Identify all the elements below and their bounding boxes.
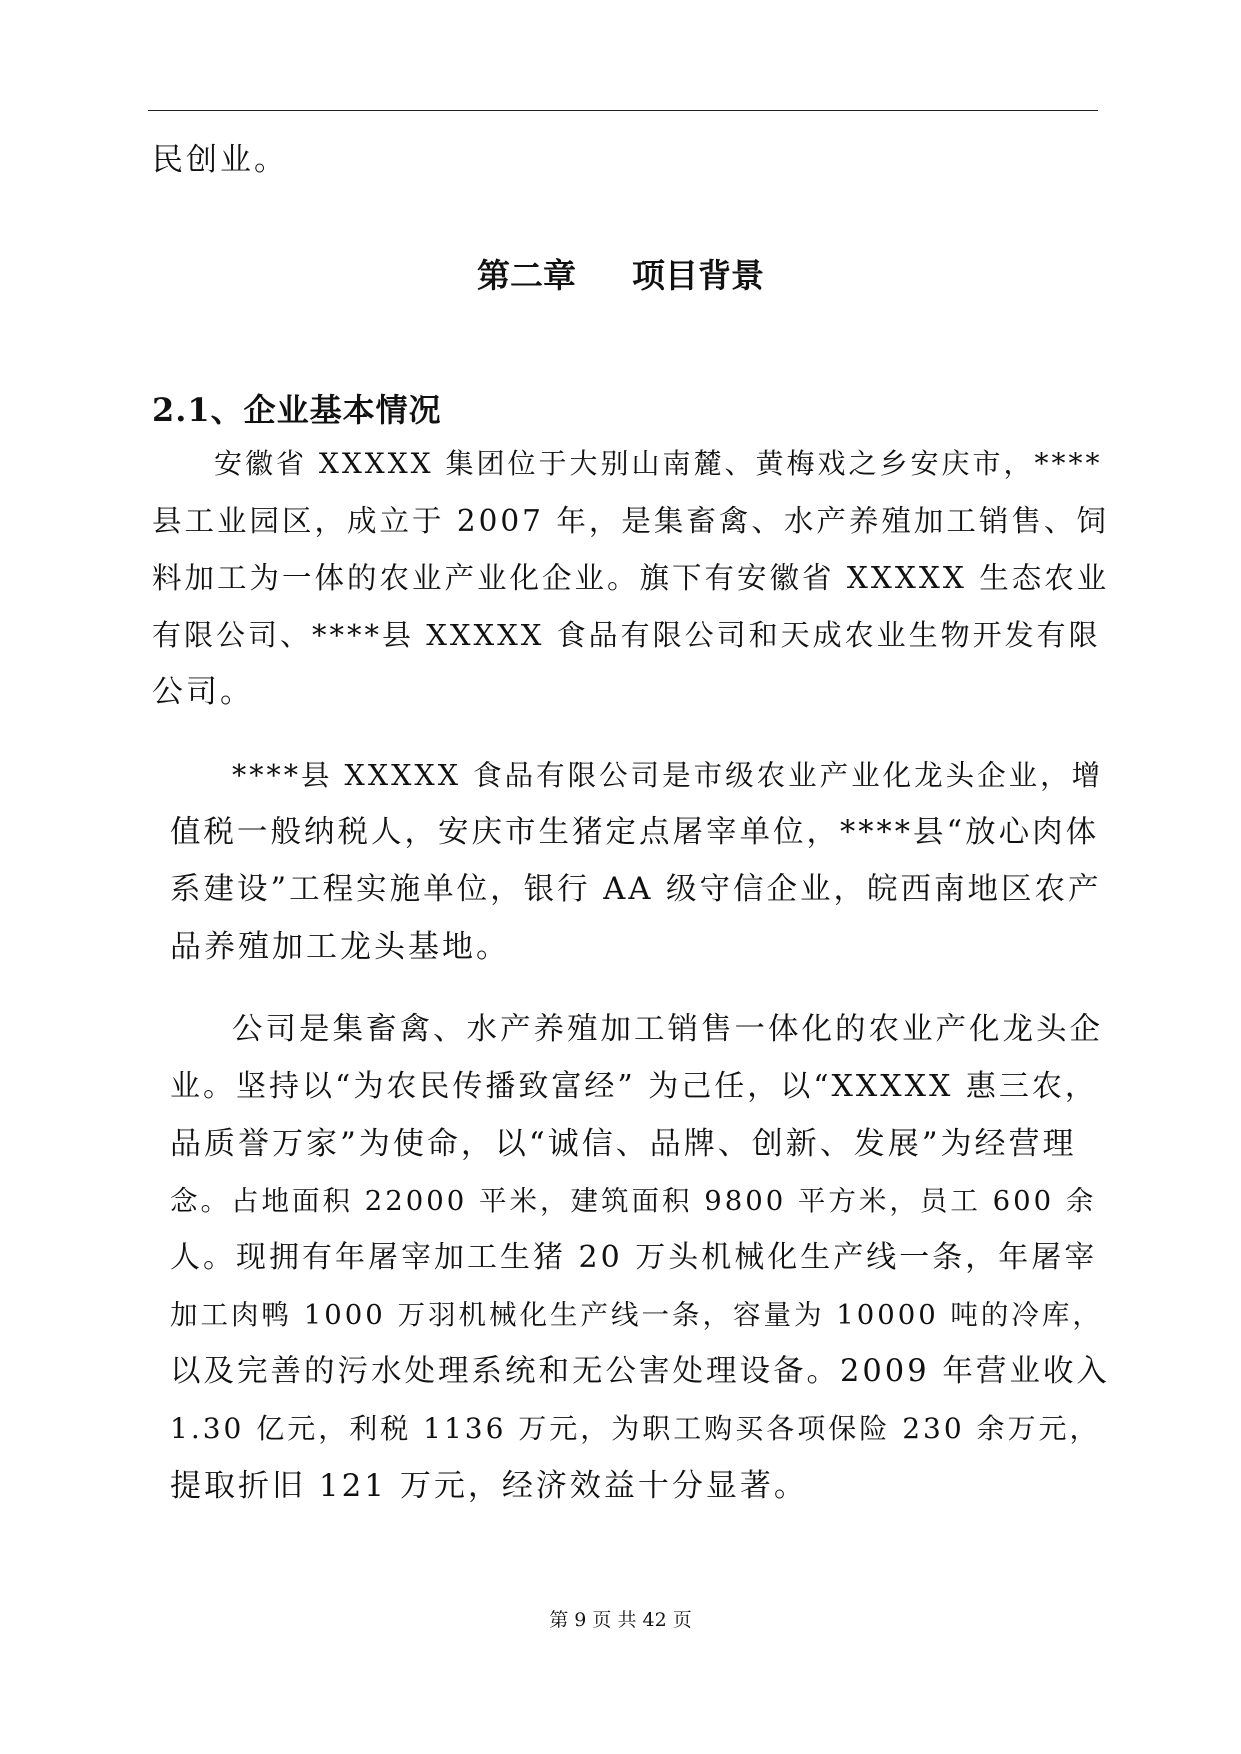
chapter-title	[0, 254, 1241, 298]
paragraph-line: 有限公司、****县 XXXXX 食品有限公司和天成农业生物开发有限	[152, 618, 1101, 652]
paragraph-line: 提取折旧 121 万元，经济效益十分显著。	[170, 1468, 808, 1504]
header-rule	[148, 110, 1098, 111]
paragraph-line: 公司。	[152, 674, 254, 710]
paragraph-line: ****县 XXXXX 食品有限公司是市级农业产业化龙头企业，增	[232, 759, 1104, 792]
paragraph-line: 县工业园区，成立于 2007 年，是集畜禽、水产养殖加工销售、饲	[152, 504, 1109, 538]
paragraph-line: 公司是集畜禽、水产养殖加工销售一体化的农业产化龙头企	[232, 1012, 1103, 1047]
paragraph-line: 值税一般纳税人，安庆市生猪定点屠宰单位，****县“放心肉体	[170, 815, 1100, 850]
paragraph-line: 品质誉万家”为使命，以“诚信、品牌、创新、发展”为经营理	[170, 1126, 1077, 1162]
paragraph-line: 念。占地面积 22000 平米，建筑面积 9800 平方米，员工 600 余	[170, 1185, 1097, 1217]
chapter-name: 项目背景	[632, 256, 764, 295]
paragraph-line: 业。坚持以“为农民传播致富经” 为己任，以“XXXXX 惠三农，	[170, 1069, 1098, 1104]
paragraph-tail: 民创业。	[152, 142, 288, 178]
page-footer: 第 9 页 共 42 页	[549, 1609, 692, 1631]
chapter-number: 第二章	[477, 256, 576, 295]
paragraph-line: 1.30 亿元，利税 1136 万元，为职工购买各项保险 230 余万元，	[170, 1412, 1101, 1445]
paragraph-line: 系建设”工程实施单位，银行 AA 级守信企业，皖西南地区农产	[170, 872, 1102, 907]
paragraph-line: 人。现拥有年屠宰加工生猪 20 万头机械化生产线一条，年屠宰	[170, 1240, 1098, 1275]
paragraph-line: 以及完善的污水处理系统和无公害处理设备。2009 年营业收入	[170, 1354, 1110, 1389]
paragraph-line: 安徽省 XXXXX 集团位于大别山南麓、黄梅戏之乡安庆市，****	[214, 447, 1103, 480]
paragraph-line: 料加工为一体的农业产业化企业。旗下有安徽省 XXXXX 生态农业	[152, 561, 1110, 595]
section-heading: 2.1、企业基本情况	[152, 391, 442, 429]
paragraph-line: 加工肉鸭 1000 万羽机械化生产线一条，容量为 10000 吨的冷库，	[170, 1299, 1103, 1331]
paragraph-line: 品养殖加工龙头基地。	[170, 929, 510, 965]
